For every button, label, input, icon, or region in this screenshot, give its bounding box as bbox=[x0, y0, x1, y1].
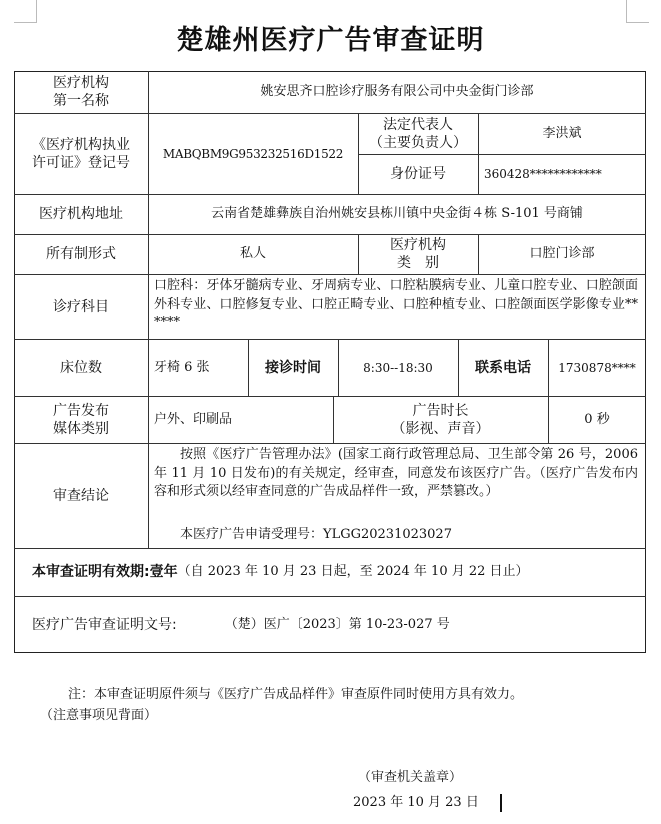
media-label: 广告发布 媒体类别 bbox=[53, 402, 109, 437]
validity-row bbox=[32, 548, 529, 596]
license-number: MABQBM9G953232516D1522 bbox=[162, 146, 344, 161]
note-line-1: 注：本审查证明原件须与《医疗广告成品样件》审查原件同时使用方具有效力。 bbox=[68, 687, 524, 702]
validity-range: （自 2023 年 10 月 23 日起，至 2024 年 10 月 22 日止） bbox=[177, 564, 529, 579]
seal-label: （审查机关盖章） bbox=[358, 770, 463, 785]
beds-label: 床位数 bbox=[60, 359, 102, 376]
license-label: 《医疗机构执业 许可证》登记号 bbox=[32, 136, 130, 171]
note-line-2: （注意事项见背面） bbox=[40, 708, 158, 723]
document-title: 楚雄州医疗广告审查证明 bbox=[176, 25, 485, 56]
conclusion-text: 按照《医疗广告管理办法》(国家工商行政管理总局、卫生部令第 26 号，2006 年 11 月 10 日发布)的有关规定，经审查，同意发布该医疗广告。（医疗广告发布内容和形式须以经审查同意的广告成品样件一致，严禁篡改。） bbox=[154, 447, 638, 499]
validity-term: 壹年 bbox=[149, 564, 178, 580]
address-value: 云南省楚雄彝族自治州姚安县栋川镇中央金街４栋 S-101 号商铺 bbox=[211, 206, 583, 221]
phone-label: 联系电话 bbox=[475, 359, 531, 376]
validity-label: 本审查证明有效期: bbox=[32, 564, 150, 580]
ownership-label: 所有制形式 bbox=[46, 246, 116, 262]
id-number-value: 360428************ bbox=[484, 167, 602, 181]
hours-value: 8:30--18:30 bbox=[363, 360, 433, 375]
doc-number-label: 医疗广告审查证明文号: bbox=[32, 616, 177, 633]
id-number-label: 身份证号 bbox=[390, 166, 446, 182]
legal-rep-value: 李洪斌 bbox=[542, 125, 582, 141]
address-label: 医疗机构地址 bbox=[39, 206, 123, 222]
beds-value: 牙椅 6 张 bbox=[154, 359, 210, 375]
ownership-value: 私人 bbox=[239, 246, 266, 261]
departments-label: 诊疗科目 bbox=[53, 298, 109, 315]
conclusion-label: 审查结论 bbox=[53, 487, 109, 504]
duration-value: 0 秒 bbox=[584, 411, 610, 427]
org-type-label: 医疗机构 类 别 bbox=[390, 237, 446, 271]
duration-label: 广告时长 （影视、声音） bbox=[391, 402, 490, 437]
text-cursor bbox=[500, 794, 502, 812]
doc-number-row bbox=[32, 596, 450, 653]
departments-value: 口腔科：牙体牙髓病专业、牙周病专业、口腔粘膜病专业、儿童口腔专业、口腔颌面外科专业、口腔修复专业、口腔正畸专业、口腔种植专业、口腔颌面医学影像专业****** bbox=[154, 278, 638, 330]
legal-rep-label: 法定代表人 （主要负责人） bbox=[369, 116, 467, 151]
org-name-label: 医疗机构 第一名称 bbox=[53, 75, 109, 109]
org-name-value: 姚安思齐口腔诊疗服务有限公司中央金街门诊部 bbox=[260, 84, 534, 99]
media-value: 户外、印刷品 bbox=[154, 411, 233, 427]
hours-label: 接诊时间 bbox=[265, 359, 321, 376]
doc-number-value: （楚）医广〔2023〕第 10-23-027 号 bbox=[224, 616, 450, 632]
application-number: 本医疗广告申请受理号：YLGG20231023027 bbox=[180, 527, 452, 542]
org-type-value: 口腔门诊部 bbox=[529, 246, 595, 261]
issue-date: 2023 年 10 月 23 日 bbox=[353, 795, 479, 810]
phone-value: 1730878**** bbox=[558, 360, 636, 375]
